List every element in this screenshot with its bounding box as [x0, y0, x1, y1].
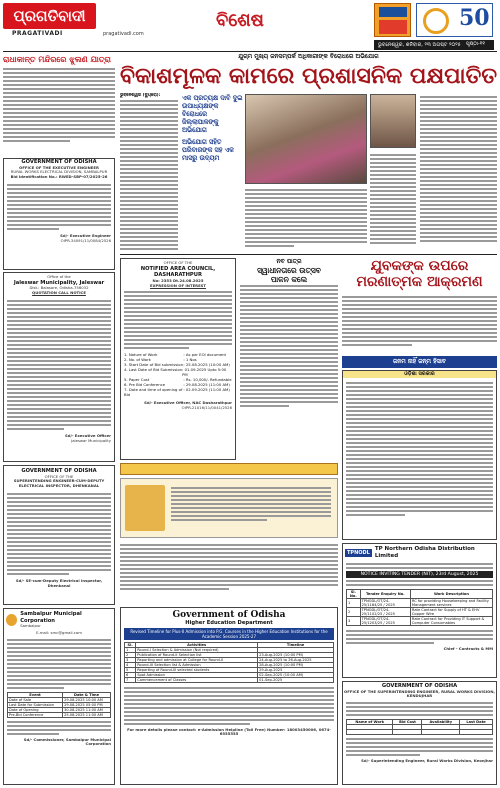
- notice-title: TP Northern Odisha Distribution Limited: [374, 546, 475, 559]
- table-cell: TPNODL/OT/24-25/1184/25 / 2025: [360, 599, 410, 608]
- table-cell: Rate Contract for Supply of HT & EHV Copper Wire: [410, 608, 492, 617]
- table-row: [8, 712, 111, 717]
- notice-heading: NOTICE INVITING TENDER (NIT), 23rd August, 2025: [346, 571, 493, 578]
- table-header: Date & Time: [63, 692, 111, 697]
- inset-photo[interactable]: [370, 94, 416, 148]
- notice-title: ଓଡ଼ିଶା ସରକାର: [343, 371, 496, 378]
- jaleswar-notice: [3, 272, 115, 462]
- table-cell: Round-III Selection list & Admission: [136, 662, 258, 667]
- schedule-row: 2. No. of Work : 1 Nos: [124, 357, 197, 363]
- sambalpur-mc-notice: [3, 608, 115, 785]
- table-row: [347, 730, 493, 735]
- ad-strip[interactable]: [120, 463, 338, 475]
- rwd-notice: [342, 681, 497, 785]
- notice-office: SUPERINTENDING ENGINEER-CUM-DEPUTY ELECTRICAL INSPECTOR, DHENKANAL: [13, 478, 105, 489]
- tpnodl-logo: TPNODL: [347, 549, 370, 556]
- notice-signature: Sd/- SE-cum-Deputy Electrical Inspector, Dhenkanal: [15, 577, 103, 588]
- table-cell: 01-Sep-2025: [258, 677, 334, 682]
- table-cell: Reporting of Round-III selected students: [136, 667, 258, 672]
- highlight-line: ପରିବାରଙ୍କ ସହ ଏକ: [182, 146, 234, 154]
- table-cell: 02-Sep-2025 (10:00 AM): [258, 672, 334, 677]
- notice-footer: For more details please contact: e-Admission Helpline (Toll Free) Number: 18003450006, 0674-6555555: [127, 726, 331, 737]
- notice-signature: Chief - Contracts & MM: [443, 646, 493, 651]
- timeline-table: [124, 642, 334, 683]
- page-number: ପୃଷ୍ଠା-୧୧: [466, 41, 485, 47]
- table-cell: Round-I Selection & Admission (Not required): [136, 647, 258, 652]
- classified-banner: ଜନମ ନାହିଁ ଜନ୍ମ ହିସାବ: [342, 356, 497, 368]
- anniversary-number: 50: [459, 5, 490, 31]
- table-cell: Commencement of Classes: [136, 677, 258, 682]
- notice-signature: Sd/- Commissioner, Sambalpur Municipal Corporation: [23, 736, 111, 747]
- notice-title: GOVERNMENT OF ODISHA: [21, 468, 97, 474]
- highlight-line: ଉପାଧ୍ୟକ୍ଷଙ୍କ ବିରୋଧରେ: [182, 102, 219, 118]
- main-story-col4: [420, 94, 497, 251]
- notice-title: OFFICE OF THE: [163, 260, 193, 265]
- table-row: [347, 617, 493, 626]
- notice-heading: EXPRESSION OF INTEREST: [149, 282, 207, 288]
- main-story-byline: ଭୁବନେଶ୍ୱର (ବ୍ୟୁରୋ):: [120, 93, 161, 98]
- table-header: Event: [8, 692, 63, 697]
- table-cell: 29.08.2025 05:00 PM: [63, 702, 111, 707]
- notice-subtitle: NOTIFIED AREA COUNCIL, DASHARATHPUR: [140, 265, 216, 279]
- notice-signature: Sd/- Executive Engineer: [60, 232, 111, 238]
- table-cell: 6: [125, 672, 136, 677]
- logo-subtitle: PRAGATIVADI: [12, 30, 63, 37]
- tender-table: [346, 589, 493, 626]
- schedule-row: 4. Last Date of Bid Submission : 01.09.2025 Upto 5:00 PM: [124, 367, 227, 378]
- right-story-headline: ଯୁବକଙ୍କ ଉପରେ ମରଣାତ୍ମକ ଆକ୍ରମଣ: [356, 258, 483, 290]
- higher-education-notice: [120, 607, 338, 785]
- main-story-kicker: ଯୁଗ୍ମ ମୁଖ୍ୟ ଜନସମ୍ପର୍କ ଅଧିକାରୀଙ୍କ ବିରୋଧରେ ଅଭିଯୋଗ: [238, 53, 379, 60]
- notice-subtitle: Sambalpur: [20, 623, 41, 628]
- notice-subtitle: OFFICE OF THE EXECUTIVE ENGINEER: [19, 164, 99, 170]
- table-cell: 29-Aug-2025: [258, 667, 334, 672]
- mid-story-headline-2: ପାଳନ କଲେ: [270, 275, 308, 284]
- schedule-row: 7. Date and time of opening of Bid : 02.09.2025 (11:00 AM): [124, 387, 230, 398]
- table-cell: 30.08.2025 11:00 AM: [63, 707, 111, 712]
- website-label: pragativadi.com: [103, 31, 144, 37]
- emblem-icon: [6, 614, 17, 626]
- table-cell: 7: [125, 677, 136, 682]
- table-cell: Reporting and admission at College for Round-II: [136, 657, 258, 662]
- mid-story: [240, 258, 338, 284]
- table-cell: RC for providing Housekeeping and Facility Management services: [410, 599, 492, 608]
- table-cell: Date of Opening: [8, 707, 63, 712]
- table-cell: Publication of Round-II Selection list: [136, 652, 258, 657]
- table-header: Timeline: [258, 642, 334, 647]
- table-header: Availability: [422, 720, 460, 725]
- registration-notice: [342, 370, 497, 540]
- table-header: Sl. No.: [347, 590, 361, 599]
- table-cell: 1: [125, 647, 136, 652]
- ad-image: [125, 485, 165, 531]
- table-cell: Last Date for Submission: [8, 702, 63, 707]
- mid-story-body: [240, 283, 338, 411]
- notice-title: GOVERNMENT OF ODISHA: [381, 683, 458, 689]
- mid-story-headline: ସ୍ୱାଧୀନତାରେ ଉତ୍ସବ: [257, 266, 321, 275]
- notice-title: GOVERNMENT OF ODISHA: [21, 159, 97, 165]
- right-story-body: [342, 294, 497, 354]
- rural-works-notice: [3, 158, 115, 270]
- table-header: Name of Work: [347, 720, 393, 725]
- table-cell: TPNODL/OT/24-25/1203/25 / 2025: [360, 617, 410, 626]
- superintending-notice: [3, 465, 115, 605]
- display-ad[interactable]: [120, 478, 338, 538]
- table-cell: Date of Sale: [8, 697, 63, 702]
- nac-notice: [120, 258, 236, 460]
- masthead-ad[interactable]: [374, 3, 411, 37]
- table-cell: 5: [125, 667, 136, 672]
- table-cell: 1: [347, 599, 361, 608]
- schedule-table: [7, 692, 111, 718]
- table-cell: 2: [347, 608, 361, 617]
- table-header: Work Description: [410, 590, 492, 599]
- notice-title: Government of Odisha: [172, 610, 286, 620]
- tpnodl-notice: [342, 543, 497, 678]
- notice-email: E-mail: smc@gmail.com: [36, 629, 82, 635]
- highlight-line: ଅଭିଯୋଗ ସହିତ: [182, 138, 222, 146]
- main-story-highlights: [182, 94, 244, 162]
- notice-subtitle: Higher Education Department: [185, 620, 273, 626]
- table-cell: Pre-Bid Conference: [8, 712, 63, 717]
- highlight-line: ମାସରୁ ଉଦ୍ୟମ: [182, 154, 220, 162]
- main-story-divider: [120, 254, 497, 255]
- table-row: [125, 677, 334, 682]
- notice-oipr: OIPR-34091/11/0084/2526: [60, 237, 111, 243]
- table-cell: 25.08.2025 11:00 AM: [63, 712, 111, 717]
- table-cell: 3: [347, 617, 361, 626]
- table-cell: TPNODL/OT/24-25/1102/25 / 2025: [360, 608, 410, 617]
- table-cell: Spot Admission: [136, 672, 258, 677]
- highlight-line: ଏକ ପ୍ରତ୍ୟକ୍ଷ ଦାବି ଦୁଇ: [182, 94, 243, 102]
- anniversary-ring-icon: [423, 8, 449, 34]
- schedule-row: 1. Nature of Work : As per EOI document: [124, 352, 227, 358]
- table-cell: 4: [125, 662, 136, 667]
- schedule-row: 3. Start Date of Bid submission : 25.08.2025 (10:00 AM): [124, 362, 230, 368]
- main-story-photo[interactable]: [245, 94, 367, 184]
- date-line: ଭୁବନେଶ୍ୱର, ଶନିବାର, ୨୩ ଅଗଷ୍ଟ ୨୦୨୫: [374, 40, 494, 50]
- main-story-col1: [120, 93, 178, 251]
- table-header: Activities: [136, 642, 258, 647]
- newspaper-logo[interactable]: ପ୍ରଗତିବାଦୀ: [3, 3, 96, 29]
- notice-office: Jaleswar Municipality: [71, 437, 111, 443]
- table-cell: 29.08.2025 10:00 AM: [63, 697, 111, 702]
- table-cell: 24-Aug-2025 to 26-Aug-2025: [258, 657, 334, 662]
- notice-banner: Revised Timeline for Plus-II Admission into P.G. Courses in the Higher Education Institutions for the Academic Session 2025-27: [124, 628, 334, 640]
- notice-tender-no: No: 2353 Dt.24.08.2025: [152, 277, 204, 283]
- notice-signature: Sd/- Executive Officer: [65, 432, 111, 438]
- table-cell: 23-Aug-2025 (10:00 PM): [258, 652, 334, 657]
- left-story-headline: ରାଧାକାନ୍ତ ମନ୍ଦିରରେ ଝୁଲଣ ଯାତ୍ରା: [3, 54, 111, 64]
- section-title: ବିଶେଷ: [216, 10, 264, 31]
- masthead-divider: [3, 51, 497, 52]
- notice-title: Office of the: [47, 274, 71, 279]
- notice-subtitle: OFFICE OF THE: [44, 473, 74, 479]
- table-cell: 28-Aug-2025 (10:00 PM): [258, 662, 334, 667]
- notice-tender-no: Bid Identification No.: RWED-SBP-07/2025-26: [10, 174, 108, 180]
- table-cell: 2: [125, 652, 136, 657]
- table-row: [347, 599, 493, 608]
- nac-schedule: [121, 352, 235, 397]
- notice-title: Sambalpur Municipal Corporation: [20, 611, 82, 624]
- table-cell: Rate Contract for Providing IT Support & Computer Consumables: [410, 617, 492, 626]
- table-row: [347, 608, 493, 617]
- schedule-row: 5. Paper Cost : Rs. 10,000/- Refundable: [124, 377, 232, 383]
- table-header: Last Date: [460, 720, 493, 725]
- notice-office: OFFICE OF THE SUPERINTENDING ENGINEER, RURAL WORKS DIVISION, KENDUJHAR: [344, 688, 495, 699]
- left-story-body: [3, 66, 115, 154]
- notice-signature: Sd/- Superintending Engineer, Rural Works Division, Keonjhar: [361, 758, 493, 764]
- table-cell: 3: [125, 657, 136, 662]
- schedule-row: 6. Pre Bid Conference : 29.08.2025 (11:00 AM): [124, 382, 230, 388]
- notice-signature: Sd/- Executive Officer, NAC Dasharathpur: [144, 400, 232, 406]
- anniversary-ad[interactable]: [416, 3, 493, 37]
- notice-oipr: OIPR-21016/11/0041/2526: [181, 405, 232, 411]
- notice-subtitle: Jaleswar Municipality, Jaleswar: [13, 279, 105, 286]
- notice-heading: QUOTATION CALL NOTICE: [32, 290, 86, 296]
- centre-notice-body: [120, 542, 338, 604]
- highlight-line: ଜିଲ୍ଲାପାଳଙ୍କୁ ଅଭିଯୋଗ: [182, 118, 219, 134]
- notice-office: RURAL WORKS ELECTRICAL DIVISION, SAMBALPUR: [10, 169, 108, 175]
- table-header: Tender Enquiry No.: [360, 590, 410, 599]
- table-header: Sl.: [125, 642, 136, 647]
- notice-address: Dist.: Balasore, Odisha-756032: [29, 285, 89, 291]
- mid-story-kicker: ନବ ପାତ୍ର: [276, 258, 302, 265]
- main-story-col3: [245, 187, 367, 251]
- rwd-table: [346, 719, 493, 735]
- main-story-headline: ବିକାଶମୂଳକ କାମରେ ପ୍ରଶାସନିକ ପକ୍ଷପାତିତ: [120, 63, 498, 89]
- main-story-col5: [370, 152, 416, 251]
- table-header: Bid Cost: [393, 720, 422, 725]
